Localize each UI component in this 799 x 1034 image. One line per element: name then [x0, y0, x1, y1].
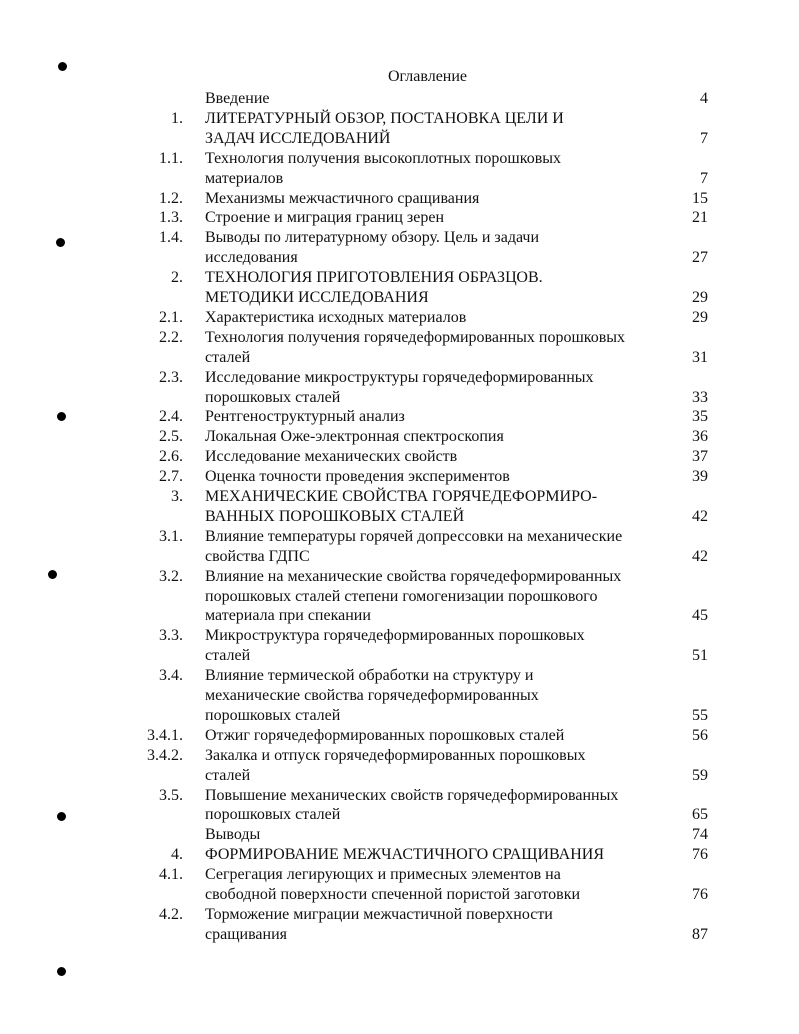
toc-entry-number: 4.1. [159, 866, 183, 884]
scan-speck [48, 570, 57, 579]
toc-entry-page: 36 [692, 428, 708, 446]
toc-entry-page: 39 [692, 468, 708, 486]
toc-entry-title: Торможение миграции межчастичной поверхности [205, 905, 553, 923]
toc-entry-title: ЛИТЕРАТУРНЫЙ ОБЗОР, ПОСТАНОВКА ЦЕЛИ И [205, 109, 564, 127]
toc-entry-page: 37 [692, 448, 708, 466]
toc-entry-title: ФОРМИРОВАНИЕ МЕЖЧАСТИЧНОГО СРАЩИВАНИЯ [205, 846, 604, 864]
toc-entry-title: порошковых сталей [205, 388, 341, 406]
toc-entry-title: материала при спекании [205, 607, 371, 625]
toc-entry-page: 55 [692, 706, 708, 724]
toc-entry-title: Технология получения высокоплотных порошковых [205, 149, 561, 167]
toc-entry-page: 31 [692, 348, 708, 366]
toc-entry-page: 59 [692, 766, 708, 784]
toc-entry-number: 3.4.1. [147, 726, 183, 744]
toc-entry-title: сталей [205, 647, 251, 665]
toc-entry-title: Строение и миграция границ зерен [205, 209, 445, 227]
toc-entry-number: 1.3. [159, 209, 183, 227]
toc-entry-page: 33 [692, 388, 708, 406]
toc-entry-title: порошковых сталей [205, 806, 341, 824]
toc-entry-title: Выводы по литературному обзору. Цель и задачи [205, 229, 540, 247]
toc-entry-title: Влияние на механические свойства горячедеформированных [205, 567, 622, 585]
page-title: Оглавление [387, 68, 468, 85]
toc-entry-title: Влияние температуры горячей допрессовки на механические [205, 527, 623, 545]
toc-entry-page: 76 [692, 886, 708, 903]
toc-entry-page: 51 [692, 647, 708, 665]
toc-entry-title: свободной поверхности спеченной пористой заготовки [205, 886, 581, 903]
toc-entry-number: 2.3. [159, 368, 183, 386]
toc-entry-number: 3. [171, 488, 183, 505]
toc-entry-page: 7 [700, 169, 708, 187]
toc-entry-page: 74 [692, 826, 708, 844]
toc-entry-title: Влияние термической обработки на структуру и [205, 667, 534, 685]
scan-speck [57, 412, 66, 421]
toc-entry-title: сталей [205, 766, 251, 784]
toc-entry-title: сталей [205, 348, 251, 366]
toc-entry-number: 3.4.2. [147, 746, 183, 764]
toc-entry-page: 65 [692, 806, 708, 824]
toc-entry-title: Технология получения горячедеформированных порошковых [205, 328, 626, 346]
toc-entry-number: 2.1. [159, 308, 183, 326]
toc-entry-title: свойства ГДПС [205, 547, 310, 565]
toc-entry-title: материалов [205, 169, 284, 187]
toc-entry-page: 15 [692, 189, 708, 207]
toc-entry-number: 3.1. [159, 527, 183, 545]
toc-entry-title: Оценка точности проведения экспериментов [205, 468, 510, 486]
toc-entry-title: Рентгеноструктурный анализ [205, 408, 405, 426]
toc-entry-number: 2.6. [159, 448, 183, 466]
toc-entry-number: 3.5. [159, 786, 183, 804]
toc-entry-title: Микроструктура горячедеформированных порошковых [205, 627, 585, 645]
toc-entry-title: Механизмы межчастичного сращивания [205, 189, 480, 207]
toc-entry-title: Введение [205, 90, 270, 107]
toc-entry-number: 2.2. [159, 328, 183, 346]
toc-entry-title: порошковых сталей [205, 706, 341, 724]
toc-entry-title: Закалка и отпуск горячедеформированных порошковых [205, 746, 586, 764]
toc-entry-page: 76 [692, 846, 708, 864]
toc-entry-title: механические свойства горячедеформированных [205, 687, 539, 704]
toc-entry-page: 42 [692, 507, 708, 525]
toc-entry-number: 1.1. [159, 149, 183, 167]
toc-entry-page: 27 [692, 249, 708, 267]
toc-entry-number: 4. [171, 846, 183, 864]
toc-entry-number: 2.4. [159, 408, 183, 426]
toc-entry-page: 29 [692, 289, 708, 306]
toc-entry-title: Исследование микроструктуры горячедеформированных [205, 368, 594, 386]
toc-entry-title: Сегрегация легирующих и примесных элементов на [205, 866, 561, 884]
toc-entry-title: порошковых сталей степени гомогенизации порошкового [205, 587, 598, 605]
toc-entry-number: 3.2. [159, 567, 183, 585]
toc-entry-number: 2.5. [159, 428, 183, 446]
toc-entry-number: 2.7. [159, 468, 183, 486]
toc-entry-title: ТЕХНОЛОГИЯ ПРИГОТОВЛЕНИЯ ОБРАЗЦОВ. [205, 269, 543, 287]
toc-entry-number: 1.4. [159, 229, 183, 247]
toc-entry-number: 3.3. [159, 627, 183, 645]
toc-entry-page: 45 [692, 607, 708, 625]
toc-entry-title: Выводы [205, 826, 261, 844]
toc-entry-title: Отжиг горячедеформированных порошковых сталей [205, 726, 565, 744]
scan-speck [56, 238, 65, 247]
toc-entry-number: 1.2. [159, 189, 183, 207]
toc-entry-number: 1. [171, 109, 183, 127]
toc-entry-page: 42 [692, 547, 708, 565]
toc-entry-title: ЗАДАЧ ИССЛЕДОВАНИЙ [205, 129, 391, 147]
toc-entry-title: Характеристика исходных материалов [205, 308, 467, 326]
toc-entry-title: Локальная Оже-электронная спектроскопия [205, 428, 504, 446]
toc-entry-page: 35 [692, 408, 708, 426]
toc-entry-title: МЕТОДИКИ ИССЛЕДОВАНИЯ [205, 289, 429, 306]
toc-entry-number: 2. [171, 269, 183, 287]
toc-entry-number: 4.2. [159, 905, 183, 923]
toc-entry-page: 56 [692, 726, 708, 744]
toc-entry-title: Повышение механических свойств горячедеформированных [205, 786, 619, 804]
toc-entry-page: 4 [700, 90, 708, 107]
toc-entry-page: 7 [700, 129, 708, 147]
toc-entry-page: 21 [692, 209, 708, 227]
toc-entry-title: Исследование механических свойств [205, 448, 458, 466]
scan-speck [57, 812, 66, 821]
toc-entry-title: ВАННЫХ ПОРОШКОВЫХ СТАЛЕЙ [205, 507, 465, 525]
toc-entry-page: 87 [692, 925, 708, 943]
scan-speck [57, 967, 66, 976]
toc-entry-page: 29 [692, 308, 708, 326]
toc-entry-number: 3.4. [159, 667, 183, 685]
toc-entry-title: исследования [205, 249, 298, 267]
scan-speck [58, 62, 67, 71]
toc-entry-title: МЕХАНИЧЕСКИЕ СВОЙСТВА ГОРЯЧЕДЕФОРМИРО- [205, 488, 598, 505]
toc-entry-title: сращивания [205, 925, 288, 943]
